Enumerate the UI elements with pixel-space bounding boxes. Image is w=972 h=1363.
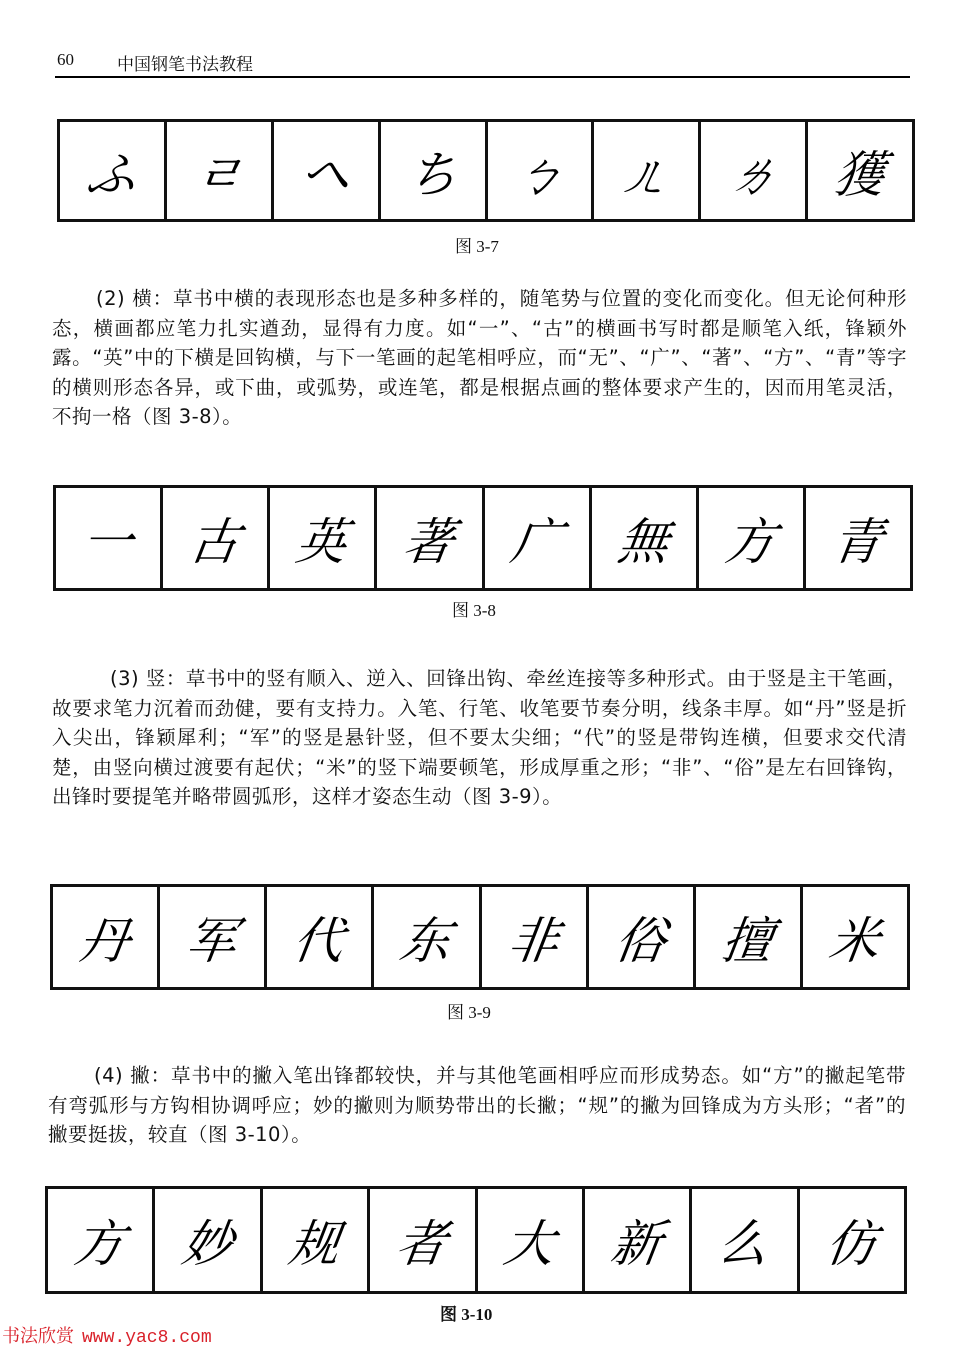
- glyph-cell: [808, 122, 912, 219]
- cursive-glyph: 獲: [830, 145, 889, 204]
- figure-caption: 图 3-10: [440, 1305, 493, 1324]
- glyph-cell: [592, 488, 699, 588]
- book-title: 中国钢笔书法教程: [117, 55, 253, 75]
- glyph-cell: [53, 887, 160, 987]
- glyph-cell: [478, 1189, 585, 1291]
- cursive-glyph: 么: [714, 1215, 773, 1273]
- glyph-cell: [263, 1189, 370, 1291]
- cursive-glyph: 著: [399, 513, 458, 571]
- glyph-cell: [594, 122, 701, 219]
- cursive-glyph: 方: [70, 1215, 129, 1273]
- figure-caption: 图 3-9: [447, 1003, 491, 1022]
- cursive-glyph: 东: [396, 912, 455, 970]
- cursive-glyph: 方: [721, 513, 780, 571]
- paragraph-text: (4) 撇：草书中的撇入笔出锋都较快，并与其他笔画相呼应而形成势态。如“方”的撇起笔带有弯弧形与方钩相协调呼应；妙的撇则为顺势带出的长撇；“规”的撇为回锋成为方头形；“者”的撇要挺拔，较直（图 3-10）。: [48, 1064, 906, 1146]
- glyph-cell: [806, 488, 910, 588]
- cursive-glyph: 無: [614, 513, 673, 571]
- cursive-glyph: 古: [185, 513, 244, 571]
- watermark-url[interactable]: www.yac8.com: [82, 1328, 212, 1348]
- page-number: 60: [57, 50, 74, 69]
- figure-3-10-strip: [45, 1186, 907, 1294]
- cursive-glyph: ㄦ: [616, 145, 675, 204]
- glyph-cell: [585, 1189, 692, 1291]
- glyph-cell: [377, 488, 484, 588]
- cursive-glyph: 非: [503, 912, 563, 970]
- glyph-cell: [56, 488, 163, 588]
- paragraph-shu: [52, 664, 907, 812]
- cursive-glyph: 者: [392, 1215, 451, 1273]
- cursive-glyph: 一: [78, 513, 137, 571]
- cursive-glyph: 规: [285, 1215, 344, 1273]
- glyph-cell: [800, 1189, 904, 1291]
- cursive-glyph: 军: [182, 912, 241, 970]
- watermark: [2, 1322, 212, 1348]
- glyph-cell: [803, 887, 907, 987]
- glyph-cell: [699, 488, 806, 588]
- cursive-glyph: 仿: [822, 1215, 881, 1273]
- cursive-glyph: 青: [828, 513, 887, 571]
- cursive-glyph: ㄹ: [190, 145, 247, 204]
- glyph-cell: [167, 122, 274, 219]
- paragraph-text: (2) 横：草书中横的表现形态也是多种多样的，随笔势与位置的变化而变化。但无论何种形态，横画都应笔力扎实遒劲，显得有力度。如“一”、“古”的横画书写时都是顺笔入纸，锋颖外露。“英”中的下横是回钩横，与下一笔画的起笔相呼应，而“无”、“广”、“著”、“方”、“青”等字的横则形态各异，或下曲，或弧势，或连笔，都是根据点画的整体要求产生的，因而用笔灵活，不拘一格（图 3-8）。: [52, 287, 907, 428]
- glyph-cell: [374, 887, 481, 987]
- cursive-glyph: 新: [607, 1215, 666, 1273]
- cursive-glyph: 代: [289, 912, 348, 970]
- cursive-glyph: ヘ: [296, 145, 355, 204]
- cursive-glyph: 俗: [611, 912, 670, 970]
- cursive-glyph: ㄅ: [509, 145, 568, 204]
- glyph-cell: [267, 887, 374, 987]
- glyph-cell: [60, 122, 167, 219]
- figure-3-8-strip: [53, 485, 913, 591]
- paragraph-text: (3) 竖：草书中的竖有顺入、逆入、回锋出钩、牵丝连接等多种形式。由于竖是主干笔画，故要求笔力沉着而劲健，要有支持力。入笔、行笔、收笔要节奏分明，线条丰厚。如“丹”竖是折入尖出，锋颖犀利；“军”的竖是悬针竖，但不要太尖细；“代”的竖是带钩连横，但要求交代清楚，由竖向横过渡要有起伏；“米”的竖下端要顿笔，形成厚重之形；“非”、“俗”是左右回锋钩，出锋时要提笔并略带圆弧形，这样才姿态生动（图 3-9）。: [52, 667, 907, 808]
- paragraph-pie: [48, 1061, 906, 1150]
- paragraph-heng: [52, 284, 907, 432]
- figure-3-7-strip: [57, 119, 915, 222]
- page-header: [55, 48, 910, 78]
- header-rule: [55, 76, 910, 78]
- cursive-glyph: ち: [402, 145, 462, 204]
- cursive-glyph: 英: [292, 513, 351, 571]
- glyph-cell: [274, 122, 381, 219]
- figure-caption: 图 3-8: [452, 601, 496, 620]
- glyph-cell: [160, 887, 267, 987]
- glyph-cell: [488, 122, 595, 219]
- glyph-cell: [485, 488, 592, 588]
- glyph-cell: [589, 887, 696, 987]
- figure-3-9-strip: [50, 884, 910, 990]
- cursive-glyph: ㄌ: [723, 145, 782, 204]
- glyph-cell: [163, 488, 270, 588]
- cursive-glyph: ふ: [82, 145, 141, 204]
- glyph-cell: [270, 488, 377, 588]
- glyph-cell: [701, 122, 808, 219]
- cursive-glyph: 妙: [177, 1215, 237, 1273]
- glyph-cell: [482, 887, 589, 987]
- cursive-glyph: 广: [506, 513, 566, 571]
- glyph-cell: [370, 1189, 477, 1291]
- glyph-cell: [696, 887, 803, 987]
- glyph-cell: [48, 1189, 155, 1291]
- figure-caption: 图 3-7: [455, 237, 499, 256]
- cursive-glyph: 米: [825, 912, 884, 970]
- cursive-glyph: 丹: [75, 912, 134, 970]
- glyph-cell: [692, 1189, 799, 1291]
- watermark-label: 书法欣赏: [2, 1326, 74, 1347]
- cursive-glyph: 擅: [718, 912, 777, 970]
- glyph-cell: [155, 1189, 262, 1291]
- cursive-glyph: 大: [500, 1215, 559, 1273]
- glyph-cell: [381, 122, 488, 219]
